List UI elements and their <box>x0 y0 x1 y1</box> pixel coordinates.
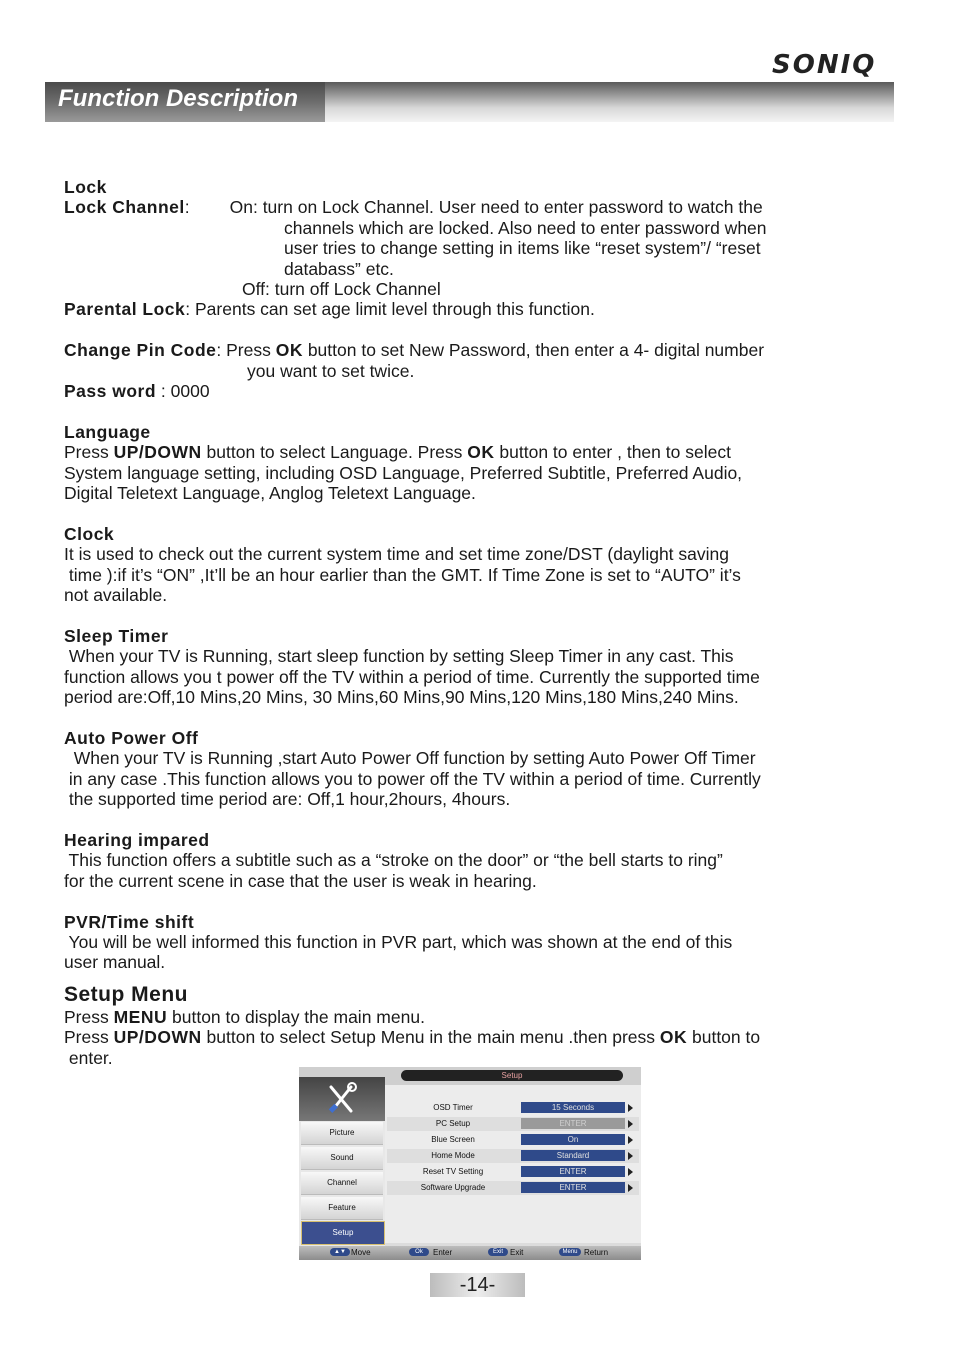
setup-bold-menu: MENU <box>113 1006 168 1027</box>
setup-bold-updown: UP/DOWN <box>113 1027 202 1048</box>
pvr-line-2: user manual. <box>64 952 166 973</box>
language-text-3: button to enter , then to select <box>494 442 731 463</box>
menu-row-home-mode[interactable] <box>387 1149 639 1163</box>
lock-on-line-3: user tries to change setting in items like “reset system”/ “reset <box>284 238 761 259</box>
parental-lock-label: Parental Lock <box>64 299 186 320</box>
parental-lock-text: : Parents can set age limit level through this function. <box>185 299 595 320</box>
setup-line-1 <box>64 1007 900 1027</box>
parental-lock-line <box>64 299 900 319</box>
setup-menu-screenshot <box>299 1067 641 1260</box>
language-heading: Language <box>64 421 151 442</box>
row-value[interactable]: ENTER <box>521 1182 625 1193</box>
auto-power-line-3: the supported time period are: Off,1 hour,2hours, 4hours. <box>64 789 511 810</box>
hearing-line-1: This function offers a subtitle such as a “stroke on the door” or “the bell starts to ring” <box>64 850 723 871</box>
menu-main <box>385 1085 641 1243</box>
page-title: Function Description <box>58 85 298 112</box>
hearing-line-2: for the current scene in case that the user is weak in hearing. <box>64 870 537 891</box>
row-value[interactable]: ENTER <box>521 1118 625 1129</box>
clock-heading: Clock <box>64 523 115 544</box>
row-label: OSD Timer <box>433 1103 473 1112</box>
setup-text-2a: Press <box>64 1027 114 1048</box>
language-bold-1: UP/DOWN <box>113 442 202 463</box>
setup-heading: Setup Menu <box>64 982 188 1006</box>
change-pin-line <box>64 340 900 360</box>
menu-sidebar <box>299 1121 385 1247</box>
page-number: -14- <box>430 1273 525 1297</box>
move-label: Move <box>351 1248 371 1257</box>
setup-line-3: enter. <box>64 1047 113 1068</box>
change-pin-label: Change Pin Code <box>64 340 217 361</box>
setup-text-1a: Press <box>64 1006 114 1027</box>
language-text-1: Press <box>64 442 114 463</box>
password-value: : 0000 <box>156 381 210 402</box>
menu-row-pc-setup[interactable] <box>387 1117 639 1131</box>
change-pin-text-a: : Press <box>216 340 276 361</box>
menu-row-software-upgrade[interactable] <box>387 1181 639 1195</box>
setup-text-2e: button to <box>687 1027 761 1048</box>
move-key: ▲▼ <box>330 1248 350 1256</box>
sidebar-item-channel[interactable]: Channel <box>301 1172 383 1195</box>
arrow-right-icon <box>628 1168 633 1176</box>
lock-channel-colon: : <box>184 197 190 218</box>
tools-icon <box>299 1077 385 1121</box>
sidebar-item-setup[interactable]: Setup <box>301 1221 385 1245</box>
lock-off-line: Off: turn off Lock Channel <box>242 279 441 300</box>
menu-footer <box>299 1246 641 1260</box>
menu-key: Menu <box>559 1248 581 1256</box>
setup-bold-ok: OK <box>659 1027 688 1048</box>
brand-logo: SONIQ <box>772 50 877 80</box>
row-label: PC Setup <box>435 1119 471 1128</box>
return-label: Return <box>584 1248 609 1257</box>
ok-key: Ok <box>409 1248 429 1256</box>
exit-key: Exit <box>488 1248 508 1256</box>
sleep-line-3: period are:Off,10 Mins,20 Mins, 30 Mins,60 Mins,90 Mins,120 Mins,180 Mins,240 Mins. <box>64 687 739 708</box>
row-value[interactable]: On <box>521 1134 625 1145</box>
auto-power-heading: Auto Power Off <box>64 727 199 748</box>
language-line-3: Digital Teletext Language, Anglog Teletext Language. <box>64 483 476 504</box>
clock-line-3: not available. <box>64 585 168 606</box>
arrow-right-icon <box>628 1120 633 1128</box>
menu-row-reset-tv[interactable] <box>387 1165 639 1179</box>
sidebar-item-feature[interactable]: Feature <box>301 1197 383 1220</box>
password-label: Pass word <box>64 381 157 402</box>
pvr-heading: PVR/Time shift <box>64 911 195 932</box>
sleep-heading: Sleep Timer <box>64 625 169 646</box>
content <box>64 177 900 1068</box>
sidebar-item-picture[interactable]: Picture <box>301 1122 383 1145</box>
row-label: Reset TV Setting <box>422 1167 484 1176</box>
row-value[interactable]: 15 Seconds <box>521 1102 625 1113</box>
lock-channel-line <box>64 197 900 217</box>
arrow-right-icon <box>628 1184 633 1192</box>
sidebar-item-sound[interactable]: Sound <box>301 1147 383 1170</box>
row-value[interactable]: ENTER <box>521 1166 625 1177</box>
lock-heading: Lock <box>64 177 107 197</box>
menu-title: Setup <box>401 1070 623 1081</box>
password-line <box>64 381 900 401</box>
lock-on-line-4: databass” etc. <box>284 258 394 279</box>
auto-power-line-2: in any case .This function allows you to power off the TV within a period of time. Currently <box>64 768 761 789</box>
sleep-line-2: function allows you t power off the TV within a period of time. Currently the supported time <box>64 666 760 687</box>
change-pin-ok: OK <box>275 340 303 361</box>
setup-line-2 <box>64 1027 900 1047</box>
menu-row-blue-screen[interactable] <box>387 1133 639 1147</box>
exit-label: Exit <box>510 1248 524 1257</box>
lock-on-line-1: On: turn on Lock Channel. User need to enter password to watch the <box>229 197 763 218</box>
language-line-1 <box>64 442 900 462</box>
pvr-line-1: You will be well informed this function in PVR part, which was shown at the end of this <box>64 931 733 952</box>
row-label: Blue Screen <box>431 1135 475 1144</box>
hearing-heading: Hearing impared <box>64 829 210 850</box>
row-label: Home Mode <box>431 1151 475 1160</box>
setup-text-1c: button to display the main menu. <box>167 1006 425 1027</box>
lock-channel-label: Lock Channel <box>64 197 185 218</box>
row-value[interactable]: Standard <box>521 1150 625 1161</box>
clock-line-2: time ):if it’s “ON” ,It’ll be an hour earlier than the GMT. If Time Zone is set to “AUTO” it’s <box>64 564 741 585</box>
row-label: Software Upgrade <box>420 1183 486 1192</box>
language-line-2: System language setting, including OSD Language, Preferred Subtitle, Preferred Audio, <box>64 462 743 483</box>
language-bold-2: OK <box>467 442 495 463</box>
change-pin-text-b: button to set New Password, then enter a 4- digital number <box>302 340 765 361</box>
auto-power-line-1: When your TV is Running ,start Auto Power Off function by setting Auto Power Off Timer <box>64 748 756 769</box>
arrow-right-icon <box>628 1104 633 1112</box>
change-pin-line-2: you want to set twice. <box>247 360 415 381</box>
menu-row-osd-timer[interactable] <box>387 1101 639 1115</box>
sleep-line-1: When your TV is Running, start sleep function by setting Sleep Timer in any cast. This <box>64 646 734 667</box>
enter-label: Enter <box>433 1248 453 1257</box>
arrow-right-icon <box>628 1152 633 1160</box>
lock-on-line-2: channels which are locked. Also need to enter password when <box>284 217 767 238</box>
setup-text-2c: button to select Setup Menu in the main menu .then press <box>201 1027 660 1048</box>
language-text-2: button to select Language. Press <box>201 442 468 463</box>
arrow-right-icon <box>628 1136 633 1144</box>
clock-line-1: It is used to check out the current system time and set time zone/DST (daylight saving <box>64 544 729 565</box>
